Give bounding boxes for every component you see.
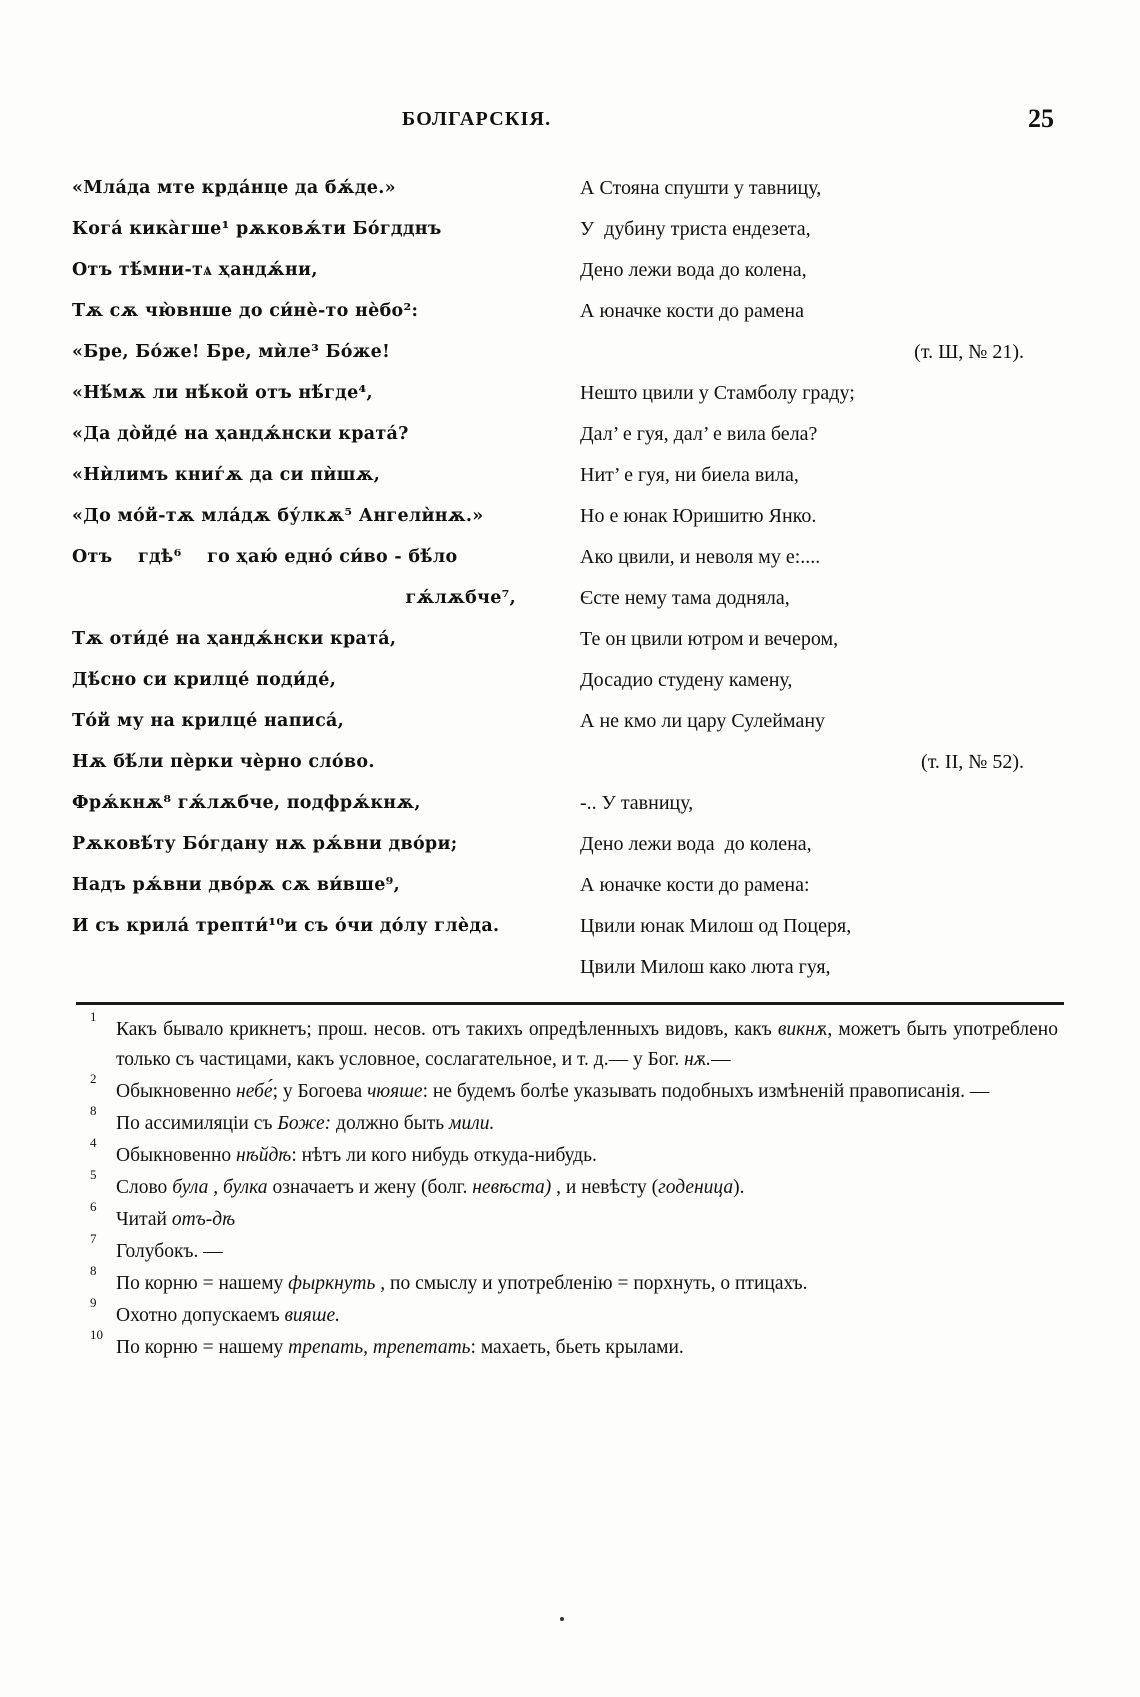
footnote-item [90,1295,1058,1331]
page-number: 25 [1028,104,1054,133]
page-content [72,104,1068,1598]
footnote-number: 6 [90,1199,97,1214]
footnote-divider [76,1002,1064,1005]
verse-line: Дѣ́сно си крилце́ поди́де́, [72,670,337,690]
footnote-text: Слово була , булка означаетъ и жену (болг. невѣста) , и невѣсту (годеница). [116,1177,745,1198]
verse-line: То́й му на крилце́ написа́, [72,711,345,731]
footnote-text: По корню = нашему фыркнуть , по смыслу и употребленію = порхнуть, о птицахъ. [116,1273,808,1294]
footnote-item [90,1327,1058,1363]
footnote-item [90,1135,1058,1171]
verse-line: И съ крила́ трепти́¹⁰и съ óчи до́лу глѐда. [72,916,500,936]
verse-line: Надъ рѫ́вни двóрѫ сѫ ви́вше⁹, [72,875,401,895]
footnote-text: Охотно допускаемъ вияше. [116,1305,340,1326]
verse-line: Тѫ сѫ чю̀внше до си́нѐ-то нѐбо²: [72,301,419,321]
footnote-number: 7 [90,1231,97,1246]
verse-line: Нит’ е гуя, ни биела вила, [580,464,799,486]
footnote-item [90,1071,1058,1107]
footnote-text: По ассимиляціи съ Боже: должно быть мили. [116,1113,495,1134]
left-verse-column [72,168,542,988]
verse-line: Дал’ е гуя, дал’ е вила бела? [580,423,818,445]
footnote-number: 1 [90,1009,97,1024]
verse-line: А юначке кости до рамена: [580,874,810,896]
footnote-text: Обыкновенно небе́; у Богоева чюяше: не будемъ болѣе указывать подобныхъ измѣненій правописанія. — [116,1081,990,1102]
verse-line: Отъ гдѣ⁶ го ҳаю́ еднó си́во - бѣ́ло [72,547,458,567]
footnote-item [90,1167,1058,1203]
footnote-number: 5 [90,1167,97,1182]
footnote-item [90,1103,1058,1139]
verse-line: А Стояна спушти у тавницу, [580,177,822,199]
footnote-number: 4 [90,1135,97,1150]
verse-line: «Бре, Бо́же! Бре, мѝле³ Бо́же! [72,342,391,362]
source-reference: (т. Ш, № 21). [914,341,1024,363]
footnote-text: Какъ бывало крикнетъ; прош. несов. отъ такихъ опредѣленныхъ видовъ, какъ викнѫ, можетъ быть употреблено только съ частицами, какъ условное, сослагательное, и т. д.— у Бог. нѫ.— [116,1019,1058,1070]
verse-line: Цвили юнак Милош од Поцеря, [580,915,852,937]
verse-line: «Да до̀йде́ на ҳандѫ́нски крата́? [72,424,409,444]
footnote-list [72,1009,1068,1363]
page-mark [560,1617,564,1621]
footnote-item [90,1009,1058,1075]
verse-line: Тѫ оти́де́ на ҳандѫ́нски крата́, [72,629,397,649]
footnote-text: Читай отъ-дѣ [116,1209,236,1230]
source-reference: (т. II, № 52). [921,751,1024,773]
verse-line: Єсте нему тама додняла, [580,587,790,609]
verse-line: Те он цвили ютром и вечером, [580,628,839,650]
verse-line: У дубину триста ендезета, [580,218,811,240]
verse-line: Но е юнак Юришитю Янко. [580,505,817,527]
right-verse-column [566,168,1050,988]
footnote-text: Обыкновенно нѣйдѣ: нѣтъ ли кого нибудь откуда-нибудь. [116,1145,597,1166]
verse-line: Дено лежи вода до колена, [580,259,807,281]
verse-line: Фрѫ́кнѫ⁸ гѫ́лѫбче, подфрѫ́кнѫ, [72,793,421,813]
verse-line: -.. У тавницу, [580,792,694,814]
verse-line: Рѫковѣ́ту Бо́гдану нѫ рѫ́вни двóри; [72,834,458,854]
footnote-text: По корню = нашему трепать, трепетать: махаеть, бьеть крылами. [116,1337,684,1358]
running-title: БОЛГАРСКІЯ. [402,108,552,130]
verse-line: гѫ́лѫбче⁷, [405,588,516,608]
footnote-number: 2 [90,1071,97,1086]
verse-line: А не кмо ли цару Сулейману [580,710,826,732]
footnote-item [90,1263,1058,1299]
verse-line: «Нѝлимъ книѓѫ да си пѝшѫ, [72,465,381,485]
verse-line: Ако цвили, и неволя му е:.... [580,546,821,568]
verse-line: Кога́ кика̀гше¹ рѫковѫ́ти Бо́гдднъ [72,219,442,239]
footnote-number: 9 [90,1295,97,1310]
verse-line: Нешто цвили у Стамболу граду; [580,382,855,404]
verse-line: Досадио студену камену, [580,669,793,691]
verse-line: Цвили Милош како люта гуя, [580,956,831,978]
footnote-number: 8 [90,1263,97,1278]
verse-line: А юначке кости до рамена [580,300,805,322]
verse-line: Нѫ бѣ́ли пѐрки чѐрно слóво. [72,752,375,772]
verse-line: «Нѣ́мѫ ли нѣ́кой отъ нѣ́где⁴, [72,383,373,403]
page-header [72,104,1068,152]
verse-line: «До мо́й-тѫ мла́дѫ бу́лкѫ⁵ Ангелѝнѫ.» [72,506,484,526]
footnote-number: 8 [90,1103,97,1118]
text-columns [72,168,1068,988]
verse-line: Дено лежи вода до колена, [580,833,812,855]
footnote-item [90,1231,1058,1267]
verse-line: Отъ тѣ́мни-тѧ ҳандѫ́ни, [72,260,318,280]
footnote-text: Голубокъ. — [116,1241,223,1262]
footnote-number: 10 [90,1327,103,1342]
footnote-item [90,1199,1058,1235]
verse-line: «Мла́да мте крда́нце да бѫ́де.» [72,178,396,198]
